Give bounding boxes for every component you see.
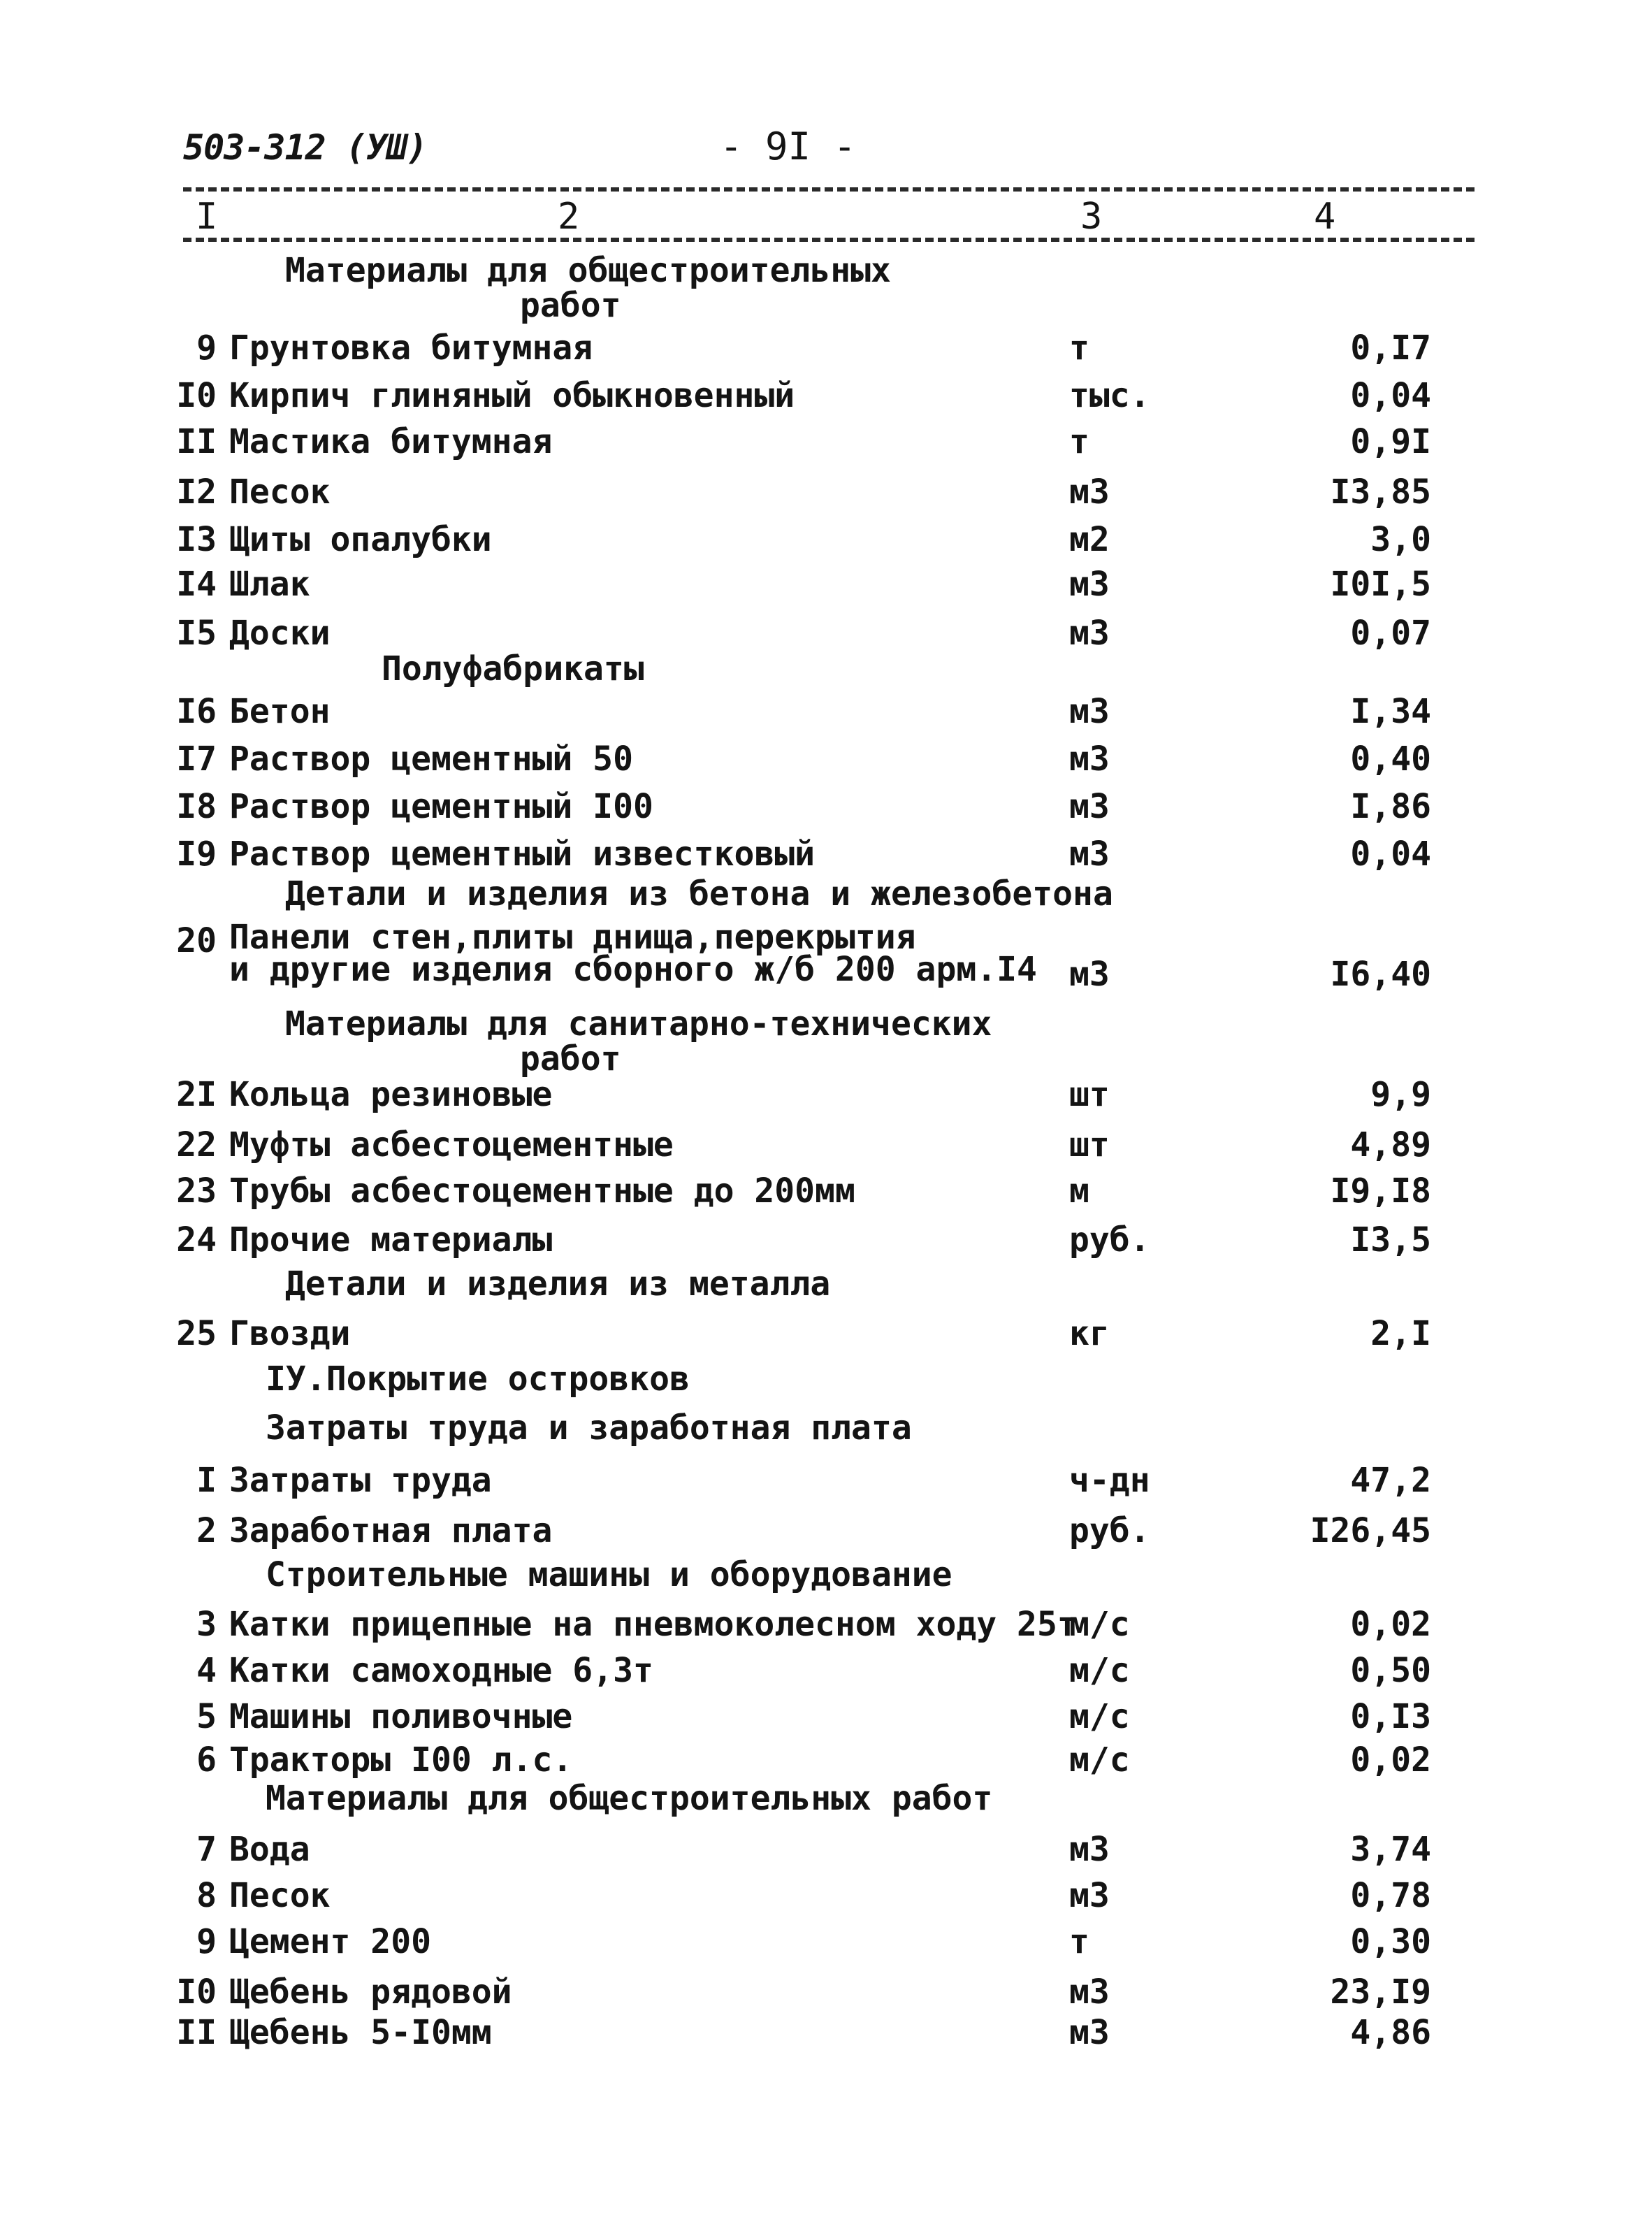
section-heading (266, 1359, 690, 1399)
row-number: 23 (176, 1171, 217, 1211)
row-name (229, 1511, 552, 1550)
row-value: 0,40 (1350, 740, 1431, 779)
table-row (0, 1876, 1652, 1922)
row-number: II (176, 422, 217, 461)
table-row (0, 1697, 1652, 1743)
row-unit: м2 (1069, 520, 1110, 559)
row-name (229, 1314, 350, 1353)
row-name-line: Машины поливочные (229, 1697, 573, 1736)
row-value: 0,02 (1350, 1605, 1431, 1644)
row-unit: м3 (1069, 692, 1110, 731)
row-name-line: Катки прицепные на пневмоколесном ходу 25т (229, 1605, 1078, 1644)
column-header-4: 4 (1314, 196, 1336, 238)
row-name-line: Шлак (229, 565, 310, 604)
row-value: I0I,5 (1330, 565, 1431, 604)
row-number: 22 (176, 1125, 217, 1164)
table-row (0, 918, 1652, 994)
row-value: 0,I7 (1350, 329, 1431, 368)
row-name (229, 1605, 1078, 1644)
row-value: 9,9 (1370, 1075, 1431, 1114)
column-header-3: 3 (1080, 196, 1103, 238)
section-title: Материалы для санитарно-технических (285, 1004, 992, 1044)
row-number: 24 (176, 1220, 217, 1260)
row-name-line: Грунтовка битумная (229, 329, 593, 368)
row-name-line: Муфты асбестоцементные (229, 1125, 674, 1164)
row-number: I0 (176, 376, 217, 415)
document-code: 503-312 (УШ) (183, 127, 428, 168)
table-row (0, 1922, 1652, 1968)
row-name (229, 835, 815, 874)
row-name (229, 1075, 552, 1114)
row-value: 0,50 (1350, 1651, 1431, 1690)
row-name-line: Трубы асбестоцементные до 200мм (229, 1171, 855, 1211)
row-name-line: Кольца резиновые (229, 1075, 553, 1114)
row-unit: тыс. (1069, 376, 1150, 415)
section-heading (285, 253, 891, 323)
row-unit: м3 (1069, 2013, 1110, 2052)
row-unit: м3 (1069, 955, 1110, 994)
column-header-2: 2 (558, 196, 580, 238)
table-row (0, 1972, 1652, 2019)
row-number: I8 (176, 787, 217, 826)
section-heading (285, 1264, 831, 1304)
row-name-line: Песок (229, 1876, 331, 1915)
row-unit: т (1069, 422, 1089, 461)
row-name (229, 2013, 492, 2052)
row-unit: м3 (1069, 787, 1110, 826)
table-row (0, 692, 1652, 738)
row-unit: м3 (1069, 473, 1110, 512)
row-unit: м3 (1069, 835, 1110, 874)
row-value: 0,9I (1350, 422, 1431, 461)
section-title: Материалы для общестроительных работ (266, 1779, 993, 1818)
row-name-line: Мастика битумная (229, 422, 553, 461)
row-name (229, 1740, 572, 1780)
row-name (229, 1125, 674, 1164)
row-number: I0 (176, 1972, 217, 2012)
row-name-line: Раствор цементный известковый (229, 835, 816, 874)
row-unit: м/с (1069, 1697, 1130, 1736)
row-name-line: Заработная плата (229, 1511, 553, 1550)
row-name-line: Щебень рядовой (229, 1972, 512, 2012)
table-row (0, 376, 1652, 422)
row-unit: м3 (1069, 614, 1110, 653)
row-number: I (196, 1461, 217, 1500)
table-row (0, 1461, 1652, 1507)
row-unit: руб. (1069, 1220, 1150, 1260)
row-name-line: Катки самоходные 6,3т (229, 1651, 653, 1690)
table-row (0, 1075, 1652, 1121)
row-number: II (176, 2013, 217, 2052)
row-number: 20 (176, 921, 217, 960)
row-name (229, 692, 331, 731)
row-unit: м3 (1069, 1830, 1110, 1869)
row-name (229, 329, 593, 368)
row-value: 3,74 (1350, 1830, 1431, 1869)
row-value: I,86 (1350, 787, 1431, 826)
row-unit: кг (1069, 1314, 1110, 1353)
row-number: 25 (176, 1314, 217, 1353)
section-heading (382, 651, 644, 686)
header-divider-top (183, 187, 1475, 192)
row-value: 0,04 (1350, 376, 1431, 415)
row-unit: м/с (1069, 1651, 1130, 1690)
row-number: 9 (196, 1922, 217, 1961)
table-row (0, 1220, 1652, 1267)
row-value: 3,0 (1370, 520, 1431, 559)
section-title: IУ.Покрытие островков (266, 1359, 690, 1399)
row-number: I3 (176, 520, 217, 559)
section-title: Материалы для общестроительных (285, 251, 891, 290)
row-name-line-2: и другие изделия сборного ж/б 200 арм.I4 (229, 950, 1037, 989)
row-name (229, 1220, 552, 1260)
row-name (229, 422, 552, 461)
row-unit: м (1069, 1171, 1089, 1211)
row-value: 4,89 (1350, 1125, 1431, 1164)
row-unit: шт (1069, 1125, 1110, 1164)
table-row (0, 422, 1652, 468)
row-name-line: Кирпич глиняный обыкновенный (229, 376, 795, 415)
row-name-line: Раствор цементный I00 (229, 787, 653, 826)
section-title-cont: работ (520, 1039, 621, 1079)
row-number: 9 (196, 329, 217, 368)
row-number: 7 (196, 1830, 217, 1869)
row-name (229, 1830, 310, 1869)
row-value: I3,5 (1350, 1220, 1431, 1260)
row-name-line: Раствор цементный 50 (229, 740, 633, 779)
row-value: 0,04 (1350, 835, 1431, 874)
row-value: 0,07 (1350, 614, 1431, 653)
table-row (0, 614, 1652, 660)
table-row (0, 329, 1652, 375)
row-name (229, 1651, 653, 1690)
row-value: 2,I (1370, 1314, 1431, 1353)
row-unit: м3 (1069, 1972, 1110, 2012)
row-value: I26,45 (1310, 1511, 1431, 1550)
row-name-line: Цемент 200 (229, 1922, 431, 1961)
table-row (0, 1125, 1652, 1171)
table-row (0, 1651, 1652, 1697)
table-row (0, 1605, 1652, 1651)
row-number: I7 (176, 740, 217, 779)
row-name (229, 614, 331, 653)
section-heading (285, 1004, 992, 1079)
row-value: 0,02 (1350, 1740, 1431, 1780)
section-title: Строительные машины и оборудование (266, 1555, 952, 1594)
row-value: 47,2 (1350, 1461, 1431, 1500)
row-name-line: Затраты труда (229, 1461, 492, 1500)
row-value: I,34 (1350, 692, 1431, 731)
section-heading (266, 1781, 992, 1816)
section-heading (266, 1557, 952, 1592)
row-value: 0,30 (1350, 1922, 1431, 1961)
row-unit: шт (1069, 1075, 1110, 1114)
row-number: 8 (196, 1876, 217, 1915)
section-title: Полуфабрикаты (382, 649, 644, 688)
row-name-line: Прочие материалы (229, 1220, 553, 1260)
row-number: I5 (176, 614, 217, 653)
row-name-line: Щебень 5-I0мм (229, 2013, 492, 2052)
header-divider-bottom (183, 238, 1475, 242)
row-value: 0,78 (1350, 1876, 1431, 1915)
row-name-line: Панели стен,плиты днища,перекрытия (229, 918, 916, 957)
row-name-line: Тракторы I00 л.с. (229, 1740, 573, 1780)
row-name (229, 1922, 431, 1961)
row-unit: ч-дн (1069, 1461, 1150, 1500)
section-title-cont: работ (520, 286, 621, 325)
row-name (229, 1972, 512, 2012)
row-value: I6,40 (1330, 955, 1431, 994)
section-title: Детали и изделия из металла (285, 1264, 831, 1304)
row-name-line: Песок (229, 473, 331, 512)
table-row (0, 787, 1652, 833)
row-name-line: Щиты опалубки (229, 520, 492, 559)
row-unit: м3 (1069, 1876, 1110, 1915)
section-title: Детали и изделия из бетона и железобетона (285, 874, 1113, 914)
row-name-line: Гвозди (229, 1314, 351, 1353)
row-number: I2 (176, 473, 217, 512)
row-number: 2 (196, 1511, 217, 1550)
row-unit: м/с (1069, 1605, 1130, 1644)
row-name-line: Доски (229, 614, 331, 653)
row-number: 3 (196, 1605, 217, 1644)
row-name (229, 1171, 855, 1211)
row-value: 0,I3 (1350, 1697, 1431, 1736)
row-unit: м/с (1069, 1740, 1130, 1780)
row-number: 4 (196, 1651, 217, 1690)
row-number: 5 (196, 1697, 217, 1736)
row-number: I6 (176, 692, 217, 731)
row-number: I9 (176, 835, 217, 874)
row-name (229, 565, 310, 604)
column-header-1: I (196, 196, 218, 238)
row-number: 6 (196, 1740, 217, 1780)
row-unit: т (1069, 329, 1089, 368)
row-unit: т (1069, 1922, 1089, 1961)
table-row (0, 1314, 1652, 1360)
row-value: I9,I8 (1330, 1171, 1431, 1211)
row-value: 4,86 (1350, 2013, 1431, 2052)
row-name (229, 1461, 492, 1500)
row-number: 2I (176, 1075, 217, 1114)
table-row (0, 1830, 1652, 1876)
row-number: I4 (176, 565, 217, 604)
row-value: 23,I9 (1330, 1972, 1431, 2012)
row-name (229, 1697, 572, 1736)
table-row (0, 740, 1652, 786)
table-row (0, 565, 1652, 611)
table-row (0, 520, 1652, 566)
table-row (0, 1171, 1652, 1218)
row-name (229, 740, 633, 779)
row-name (229, 473, 331, 512)
table-row (0, 2013, 1652, 2059)
table-row (0, 473, 1652, 519)
row-unit: руб. (1069, 1511, 1150, 1550)
page-number: - 9I - (720, 124, 857, 168)
row-name (229, 787, 653, 826)
row-name (229, 1876, 331, 1915)
table-row (0, 1511, 1652, 1557)
section-heading (285, 874, 1113, 914)
section-heading (266, 1408, 912, 1448)
row-name-line: Вода (229, 1830, 310, 1869)
section-title: Затраты труда и заработная плата (266, 1408, 912, 1448)
row-name-line: Бетон (229, 692, 331, 731)
row-name (229, 376, 795, 415)
row-name (229, 918, 1037, 989)
row-unit: м3 (1069, 565, 1110, 604)
row-unit: м3 (1069, 740, 1110, 779)
row-name (229, 520, 492, 559)
row-value: I3,85 (1330, 473, 1431, 512)
